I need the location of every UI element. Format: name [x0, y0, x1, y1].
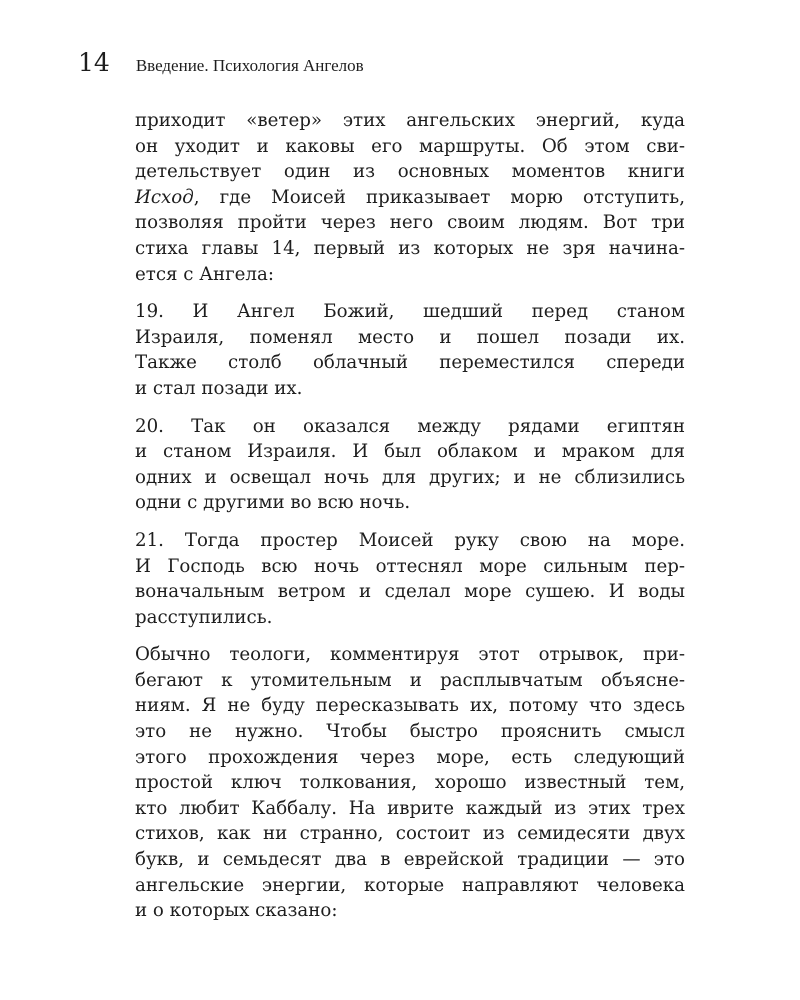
text-line: бегают к утомительным и расплывчатым объясне- — [135, 669, 685, 691]
text-line: и о которых сказано: — [135, 900, 338, 922]
text-line: букв, и семьдесят два в еврейской традиции — это — [135, 849, 685, 871]
text-line: Израиля, поменял место и пошел позади их. — [135, 326, 685, 348]
text-line: 21. Тогда простер Моисей руку свою на море. — [135, 529, 685, 551]
verse-21-paragraph — [135, 528, 685, 630]
text-line: расступились. — [135, 606, 273, 628]
text-line: позволяя пройти через него своим людям. Вот три — [135, 212, 685, 234]
text-line: одних и освещал ночь для других; и не сблизились — [135, 466, 685, 488]
intro-paragraph — [135, 108, 685, 287]
text-line: этого прохождения через море, есть следующий — [135, 746, 685, 768]
text-line: 19. И Ангел Божий, шедший перед станом — [135, 301, 685, 323]
text-line: это не нужно. Чтобы быстро прояснить смысл — [135, 721, 685, 743]
text-line: ниям. Я не буду пересказывать их, потому что здесь — [135, 695, 685, 717]
text-line: стихов, как ни странно, состоит из семидесяти двух — [135, 823, 685, 845]
page-header — [78, 48, 364, 77]
page-number: 14 — [78, 48, 110, 77]
text-line: стиха главы 14, первый из которых не зря начина- — [135, 237, 685, 259]
text-line: Также столб облачный переместился спереди — [135, 352, 685, 374]
text-line: воначальным ветром и сделал море сушею. И воды — [135, 581, 685, 603]
page-body — [135, 108, 685, 936]
text-line: ангельские энергии, которые направляют человека — [135, 874, 685, 896]
text-line: Обычно теологи, комментируя этот отрывок, при- — [135, 644, 685, 666]
text-line-with-book-title: Исход, где Моисей приказывает морю отступить, — [135, 186, 685, 208]
text-line: простой ключ толкования, хорошо известный тем, — [135, 772, 685, 794]
verse-19-paragraph — [135, 299, 685, 401]
text-line: и станом Израиля. И был облаком и мраком для — [135, 441, 685, 463]
text-line: И Господь всю ночь оттеснял море сильным пер- — [135, 555, 685, 577]
text-line: 20. Так он оказался между рядами египтян — [135, 415, 685, 437]
text-line: одни с другими во всю ночь. — [135, 492, 411, 514]
text-line: ется с Ангела: — [135, 263, 274, 285]
text-line: кто любит Каббалу. На иврите каждый из этих трех — [135, 797, 685, 819]
verse-20-paragraph — [135, 414, 685, 516]
book-title-italic: Исход — [135, 186, 194, 208]
text-line: он уходит и каковы его маршруты. Об этом сви- — [135, 135, 685, 157]
text-line: и стал позади их. — [135, 377, 303, 399]
text-line: детельствует один из основных моментов книги — [135, 161, 685, 183]
commentary-paragraph — [135, 642, 685, 924]
text-line: приходит «ветер» этих ангельских энергий, куда — [135, 110, 685, 131]
running-title: Введение. Психология Ангелов — [135, 56, 364, 75]
